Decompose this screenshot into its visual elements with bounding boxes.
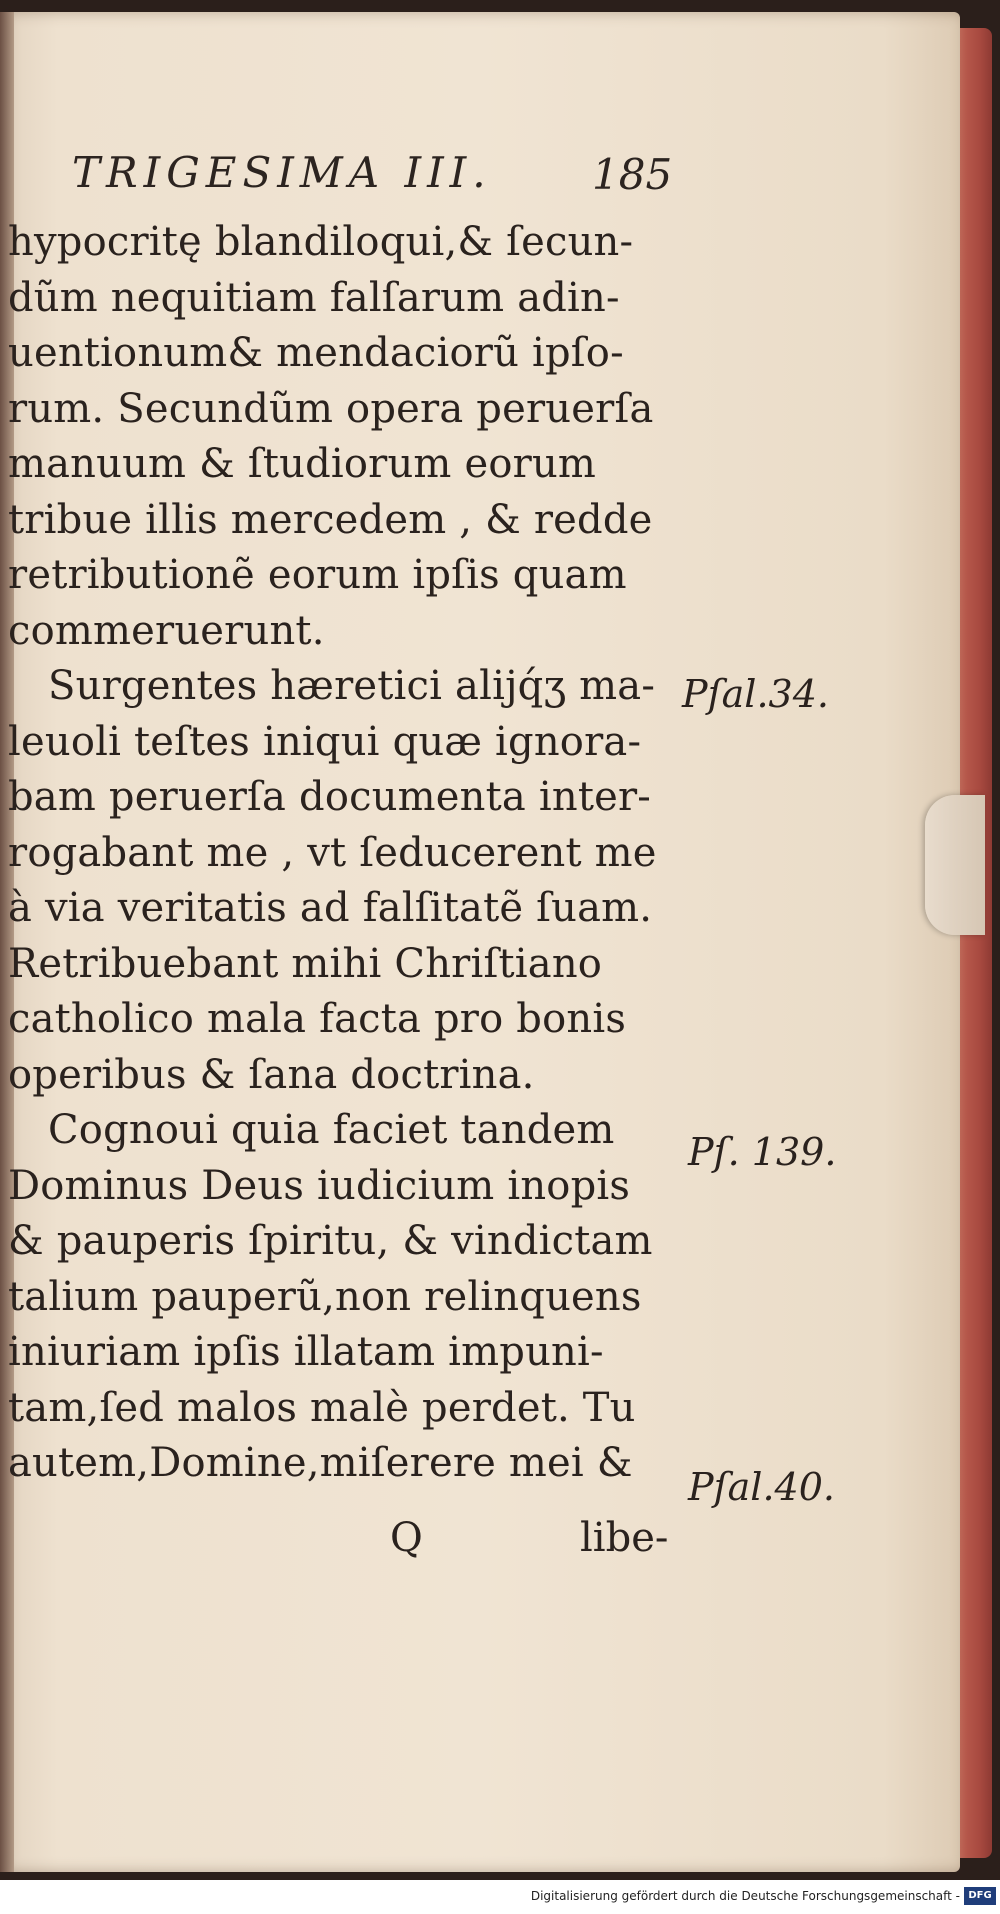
marginal-note: Pſal.34. <box>682 672 829 716</box>
text-line: operibus & ſana doctrina. <box>8 1051 535 1098</box>
page-number: 185 <box>592 150 673 199</box>
text-line: retributionẽ eorum ipſis quam <box>8 552 627 598</box>
running-header <box>72 148 672 198</box>
text-line: à via veritatis ad falſitatẽ ſuam. <box>8 885 653 931</box>
text-line: & pauperis ſpiritu, & vindictam <box>8 1218 653 1264</box>
catchword: libe- <box>580 1515 669 1561</box>
text-line: tribue illis mercedem , & redde <box>8 496 653 543</box>
page-foot <box>390 1515 710 1575</box>
text-line: autem,Domine,miſerere mei & <box>8 1440 633 1486</box>
text-line: iniuriam ipſis illatam impuni- <box>8 1329 604 1375</box>
text-line: dũm nequitiam falſarum adin- <box>8 274 620 321</box>
text-line: Surgentes hæretici alijq́ʒ ma- <box>48 663 656 709</box>
text-line: tam,ſed malos malè perdet. Tu <box>8 1384 636 1431</box>
text-line: talium pauperũ,non relinquens <box>8 1273 642 1320</box>
marginal-note: Pſal.40. <box>688 1465 835 1509</box>
text-line: Dominus Deus iudicium inopis <box>8 1162 631 1209</box>
dfg-logo: DFG <box>964 1887 996 1905</box>
text-line: bam peruerſa documenta inter- <box>8 774 652 820</box>
text-line: catholico mala facta pro bonis <box>8 996 627 1042</box>
text-line: Retribuebant mihi Chriſtiano <box>8 940 603 987</box>
funding-credit: Digitalisierung gefördert durch die Deutsche Forschungsgemeinschaft - <box>530 1889 960 1903</box>
page-tab <box>925 795 985 935</box>
text-line: hypocritę blandiloqui,& ſecun- <box>8 219 634 265</box>
digitization-footer <box>0 1880 1000 1914</box>
running-title: TRIGESIMA III. <box>72 148 492 197</box>
text-line: commeruerunt. <box>8 607 325 654</box>
text-line: rum. Secundũm opera peruerſa <box>8 385 654 432</box>
text-line: uentionum& mendaciorũ ipſo- <box>8 330 624 376</box>
marginal-note: Pſ. 139. <box>688 1130 837 1174</box>
text-line: manuum & ſtudiorum eorum <box>8 441 597 487</box>
text-line: Cognoui quia faciet tandem <box>48 1107 615 1153</box>
text-line: leuoli teſtes iniqui quæ ignora- <box>8 718 642 765</box>
text-line: rogabant me , vt ſeducerent me <box>8 829 657 876</box>
body-text <box>8 215 678 1492</box>
signature-mark: Q <box>390 1515 423 1561</box>
